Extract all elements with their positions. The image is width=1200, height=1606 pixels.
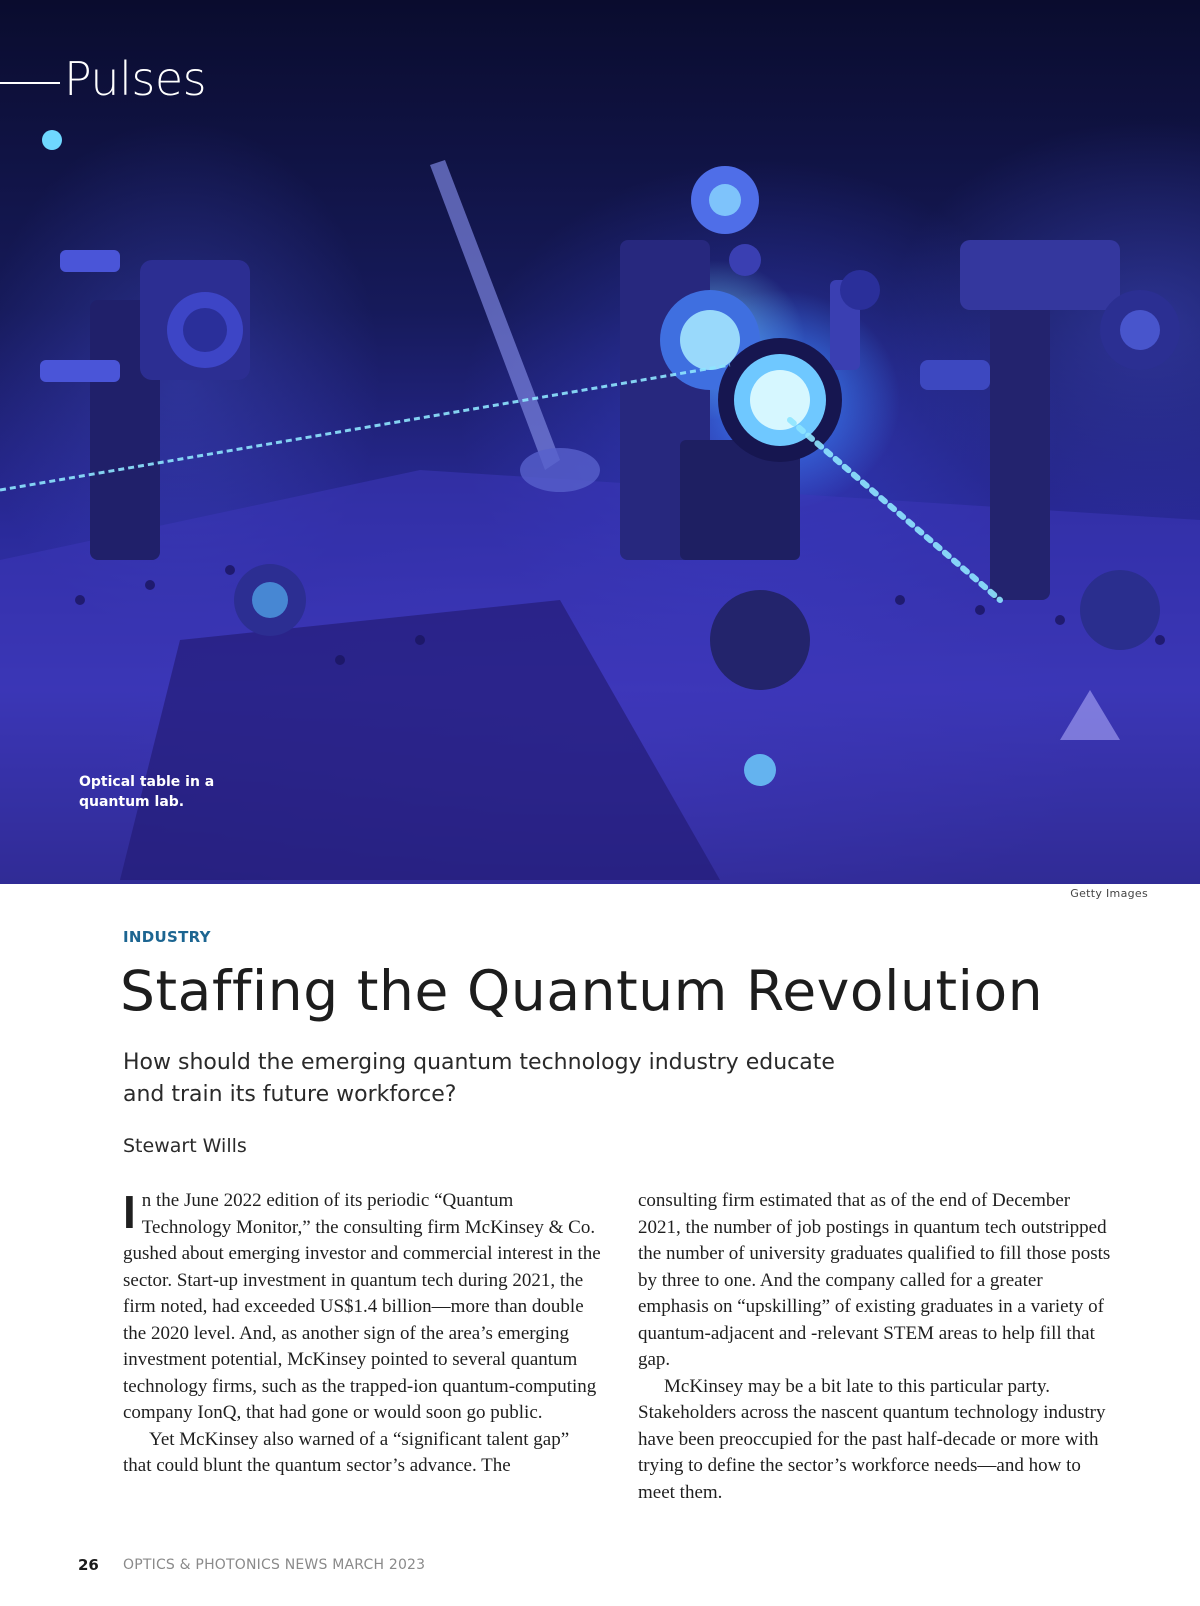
article-dek: How should the emerging quantum technology industry educate and train its future workforce? [123, 1050, 835, 1107]
article-kicker: INDUSTRY [123, 928, 211, 946]
article-title: Staffing the Quantum Revolution [120, 959, 1044, 1023]
drop-cap: I [123, 1186, 136, 1238]
body-column-left [123, 1188, 601, 1480]
body-paragraph: McKinsey may be a bit late to this particular party. Stakeholders across the nascent quantum technology industry have been preoccupied for the past half-decade or more with trying to define the sector’s workforce needs—and how to meet them. [638, 1375, 1106, 1503]
body-paragraph: Yet McKinsey also warned of a “significant talent gap” that could blunt the quantum sector’s advance. The [123, 1428, 570, 1476]
body-paragraph-text: n the June 2022 edition of its periodic “Quantum Technology Monitor,” the consulting firm McKinsey & Co. gushed about emerging investor and commercial interest in the sector. Start-up investment in quantum tech during 2021, the firm noted, had exceeded US$1.4 billion—more than double the 2020 level. And, as another sign of the area’s emerging investment potential, McKinsey pointed to several quantum technology firms, such as the trapped-ion quantum-computing company IonQ, that had gone or would soon go public. [123, 1190, 601, 1423]
body-paragraph: consulting firm estimated that as of the end of December 2021, the number of job postings in quantum tech outstripped the number of university graduates qualified to fill those posts by three to one. And the company called for a greater emphasis on “upskilling” of existing graduates in a variety of quantum-adjacent and -relevant STEM areas to help fill that gap. [638, 1190, 1111, 1370]
section-label: Pulses [64, 52, 207, 106]
article-byline: Stewart Wills [123, 1135, 247, 1157]
photo-caption: Optical table in a quantum lab. [79, 774, 215, 810]
section-rule [0, 82, 60, 84]
body-column-right [638, 1188, 1116, 1506]
publication-name: OPTICS & PHOTONICS NEWS MARCH 2023 [123, 1557, 426, 1573]
photo-credit: Getty Images [1070, 887, 1148, 900]
page-number: 26 [78, 1556, 99, 1574]
body-paragraph [123, 1188, 601, 1427]
publication-footer [123, 1557, 425, 1573]
